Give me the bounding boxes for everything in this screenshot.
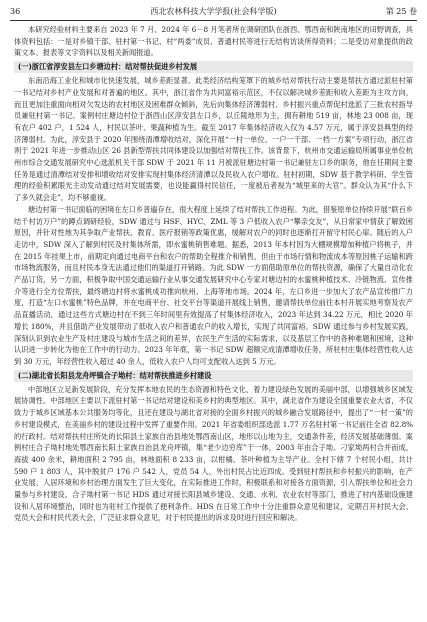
- body-paragraph: 东南沿海工业化和城市化快速发展，城乡差距显著。此类经济结构笼罩下的城乡结对帮扶行动主要是帮扶方通过派驻村第一书记结对乡村产业发展和对普遍的地区。其中，浙江省作为共同富裕示范区，不仅以解决城乡差距和收入差距为主攻方向，而且更加注重面向相对欠发达的农村地区及困难群众倾斜，先后向集体经济薄弱村、乡村振兴重点帮促村选派了三批农村指导员兼驻村第一书记。案例村庄塘边村位于浙西山区淳安县左口乡，以丘陵地形为主，拥有耕地 519 亩，林地 23 008 亩，现有农户 402 户，1 524 人，村民以茶叶、果蔬种植为生。截至 2017 年集体经济收入仅为 4.57 万元，属于淳安县典型的经济薄弱村。为此，淳安县于 2020 年围绕清潭增收结对，深化开展“一村一单位、一户一干部、一档一方案”专项行动，浙江省则于 2021 年进一步推动山区 26 县新型帮扶共同体建设以加强结对帮扶工作。该背景下，杭州市交通运输局所属事业单位杭州市综合交通发展研究中心选派机关干部 SDW 于 2021 年 11 月被派驻塘边村第一书记兼驻左口乡的职务，他在任期间主要任务是通过清潭结对安排和增收结对安排实现村集体经济清潭以及民收入农户增收。驻村初期，SDW 基于教学科研、学生管理的经验积累眼光主动发动通过结对发展需要，也设能赢得村民信任，一度被后者视为“城里来的大官”。群众认为其“什么下了多久就会走”，均不够重视。: [14, 76, 413, 203]
- issue-label: 第 25 卷: [385, 7, 417, 16]
- intro-paragraph: 本研究经验材料主要来自 2023 年 7 月、2024 年 6－8 月笔者所在调研团队在浙西、鄂西南和陕南地区的田野调查，具体资料包括：一是对乡镇干部、驻村第一书记、村“两委”成员、普通村民等进行无结构访谈所得资料；二是受访对象提供的政策文本、报表等文字资料以及相关新闻报道。: [14, 25, 413, 58]
- body-paragraph: 塘边村第一书记面临的困境在左口乡普遍存在，很大程度上延续了结对帮扶工作进程。为此，借鉴原单位持续开展“联百乡结千村访万户”的蹲点调研经验，SDW 通过与 HSF、HYC、ZML 等 3 户低收入农户“攀亲交友”，从日常家中情获了解致困原因，并针对性地为其争取产业帮扶、教育、医疗报销等政策优惠，缓解对农户的同时也逐渐打开留守村民心扉。随后的入户走访中，SDW 深入了解到村民及村集体所需，即水蜜桃销售难题。据悉，2013 年本村因为大棚规模增加种植户将桃子，并在 2015 年挂果上市，前期定向通过电商平台和农户的帮助全程推介和销售，但由于市场行情和物流成本等原因桃子运输和跨市场物流服务，而且村民本身无法通过他们的渠道打开销路。为此 SDW 一方面借助原单位的帮扶资源，确保了大量自动化农产品订货，另一方面，积极争取中国交通运输行业从事交通发展研究中心专家对塘边村的水蜜桃种植技术、冷链物流、宣传推介等进行全方位帮扶，最终塘边村将水蜜桃成功推向杭州、上海等地市场。2024 年，左口乡进一步加大了农产品宣传推广力度，打造“左口水蜜桃”特色品牌，并在电商平台、社交平台等渠道开展线上销售，邀请帮扶单位前往本村开展实地考察及农产品直播活动，通过这些方式塘边村在不到三年时间里有效提高了村集体经济收入，2023 年达到 34.22 万元，相比 2020 年增长 180%，并且借助产业发展带动了低收入农户和普通农户的收入增长，实现了共同富裕。SDW 通过参与乡村发展实践，深刻认识到农业生产及村庄建设与城市生活之间的差异，农民生产生活的实际需求，以及基层工作中的各种难题和困境，这种认识进一步转化为他在工作中的行动力。2023 年年底，第一书记 SDW 超额完成清潭增收任务，所驻村庄集体经营性收入达到 30 万元，年经营性收入超过 40 余人，低收入农户人均可支配收入达到 5 万元。: [14, 204, 413, 366]
- section-heading: (一)浙江省淳安县左口乡塘边村：结对帮扶促进乡村发展: [14, 61, 413, 73]
- body-paragraph: 中部地区立足新发展阶段，充分发挥本地农民的生态资源和特色文化，着力建设绿色发展的美丽中部，以增强城乡区域发展协调性。中部地区主要以下派驻村第一书记结对建设和美乡村的典型地区。其中，湖北省作为建设全国重要农业大省，不仅致力于城乡区域基本公共服务均等化，且还在建设与湖北省对接的全面乡村振兴的城乡融合发展路径中，提出了“一村一策”的乡村建设模式，在美丽乡村的建设过程中发挥了重要作用。2021 年省委组织部选派 1.77 万名驻村第一书记前往全省 82.8% 的行政村。结对帮扶村庄所处的长阳县土家族自治县地处鄂西南山区，地形以山地为主，交通条件差，经济发展基础薄弱。案例村庄合子坳村地处鄂西南长阳土家族自治县龙舟坪镇，集“老少边穷库”于一体，2003 年由合子坳、刁家坳两村合并而成，海拔 400 余米，耕地面积 2 795 亩，林地面积 8 233 亩，以柑橘、茶叶种植为主导产业。全村下辖 7 个村民小组，共计 590 户 1 803 人，其中脱贫户 176 户 542 人，党员 54 人，外出村民占比近四成。受到驻村帮扶和乡村振兴的影响，在产业发展、人居环境和乡村治理方面发生了巨大变化，在实际推进工作时，积极联系和对接各方面资源，引入帮扶单位和社会力量参与乡村建设。合子坳村第一书记 HDS 通过对接长阳县城乡建设、交通、水利、农业农村等部门，推进了村内基础设施建设和人居环境整治，同时也为驻村工作提供了便利条件。HDS 在日常工作中十分注重群众意见和建议，定期召开村民大会、党员大会和村民代表大会，广泛征求群众意见，对于村民提出的诉求及时进行回应和解决。: [14, 384, 413, 523]
- running-header: [10, 4, 417, 21]
- journal-title: 西北农林科技大学学报(社会科学版): [150, 7, 277, 16]
- section-heading: (二)湖北省长阳县龙舟坪镇合子坳村：结对帮扶推进乡村建设: [14, 370, 413, 382]
- body-text: [14, 24, 413, 616]
- page-number: 36: [10, 7, 21, 16]
